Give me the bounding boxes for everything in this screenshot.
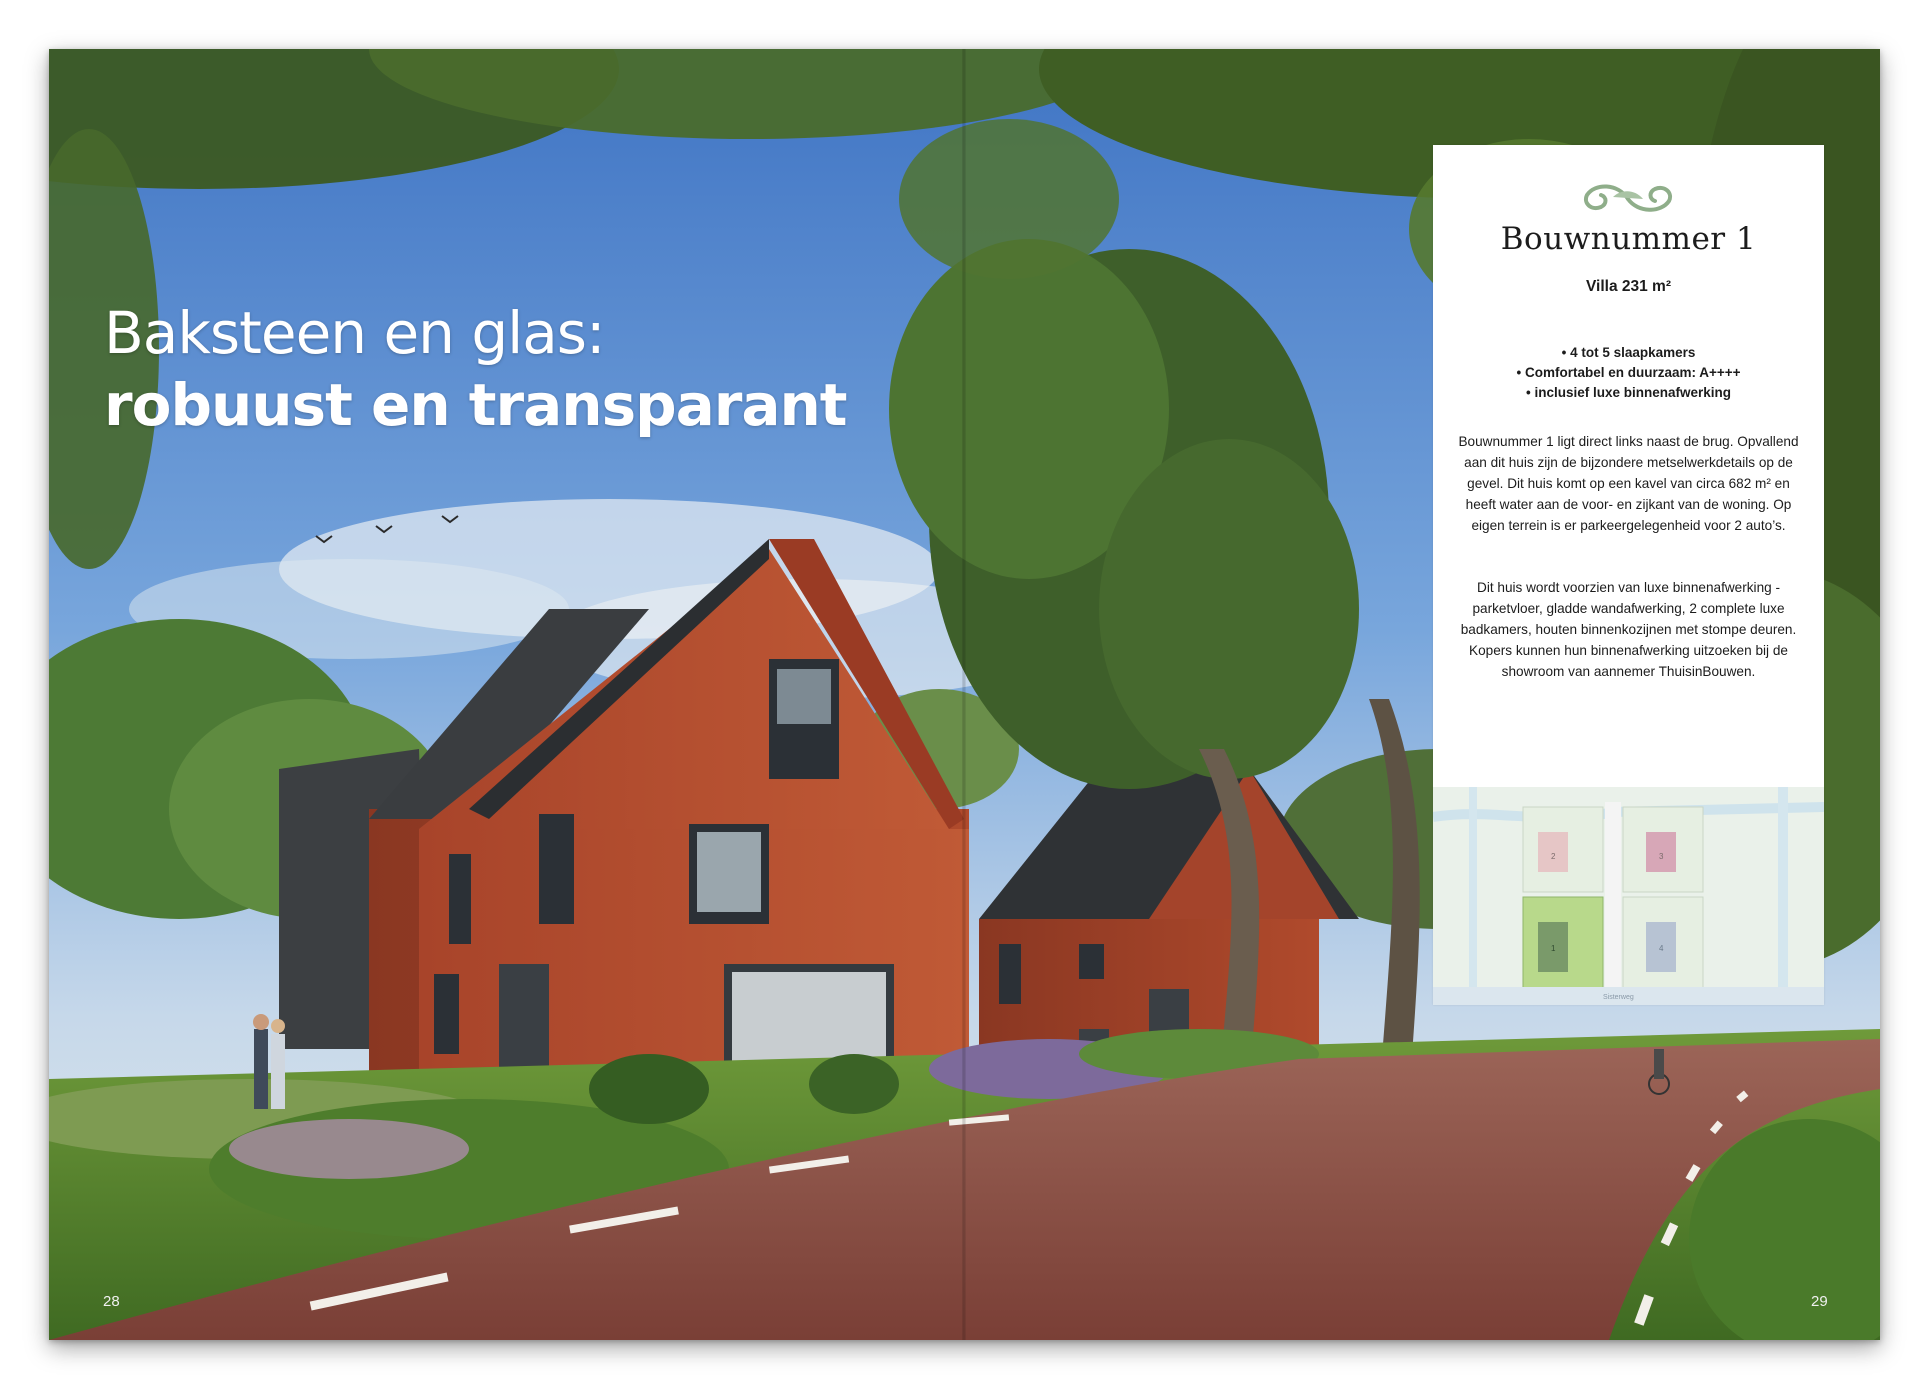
lot-number: 4 xyxy=(1659,944,1664,953)
page-number-left: 28 xyxy=(103,1293,120,1310)
leaf-ornament-icon xyxy=(1573,177,1683,217)
brochure-spread xyxy=(49,49,1880,1340)
panel-subtitle: Villa 231 m² xyxy=(1585,278,1671,295)
lot-number: 3 xyxy=(1659,852,1664,861)
feature-item: • Comfortabel en duurzaam: A++++ xyxy=(1516,365,1741,380)
headline-line-2: robuust en transparant xyxy=(104,371,847,439)
panel-title: Bouwnummer 1 xyxy=(1500,221,1757,257)
description-paragraph-1: Bouwnummer 1 ligt direct links naast de brug. Opvallend aan dit huis zijn de bijzondere metselwerkdetails op de gevel. Dit huis komt op een kavel van circa 682 m² en heeft water aan de voor- en zijkant van de woning. Op eigen terrein is er parkeergelegenheid voor 2 auto’s. xyxy=(1458,434,1799,533)
info-panel xyxy=(1433,145,1824,1005)
feature-item: • 4 tot 5 slaapkamers xyxy=(1561,345,1696,360)
headline-line-1: Baksteen en glas: xyxy=(104,299,605,367)
feature-item: • inclusief luxe binnenafwerking xyxy=(1525,385,1732,400)
feature-list xyxy=(1433,343,1824,403)
description-paragraph-2: Dit huis wordt voorzien van luxe binnenafwerking - parketvloer, gladde wandafwerking, 2 complete luxe badkamers, houten binnenkozijnen met stompe deuren. Kopers kunnen hun binnenafwerking uitzoeken bij de showroom van aannemer ThuisinBouwen. xyxy=(1460,580,1797,679)
headline xyxy=(104,297,847,441)
road-label: Sisterweg xyxy=(1603,994,1634,1001)
site-plan-map xyxy=(1433,787,1824,1005)
page-fold xyxy=(962,49,966,1340)
lot-number: 2 xyxy=(1551,852,1556,861)
lot-number: 1 xyxy=(1551,944,1556,953)
page-number-right: 29 xyxy=(1811,1293,1828,1310)
